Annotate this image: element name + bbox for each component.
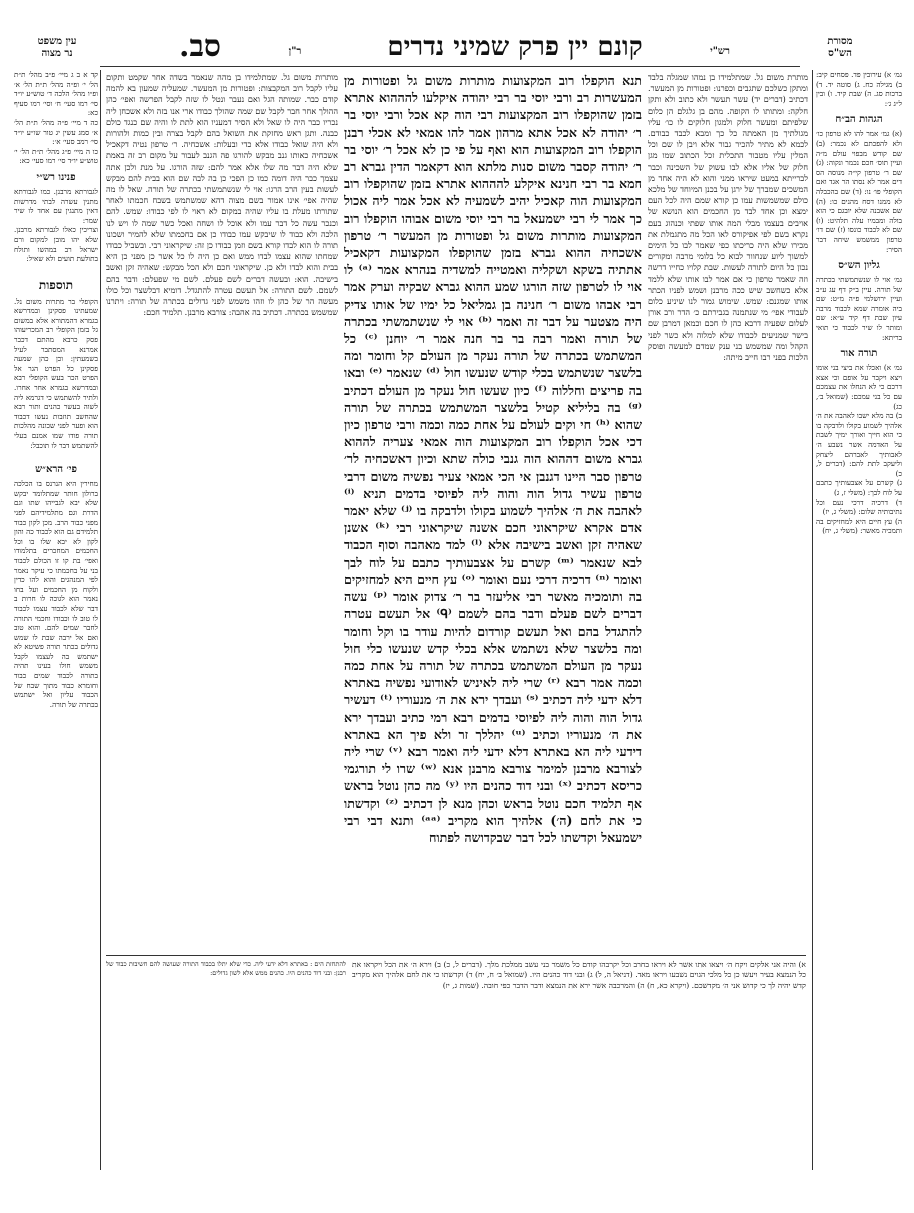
rashi-label: רש"י [710,46,730,57]
torah-or-text: גמ׳ א) ואכלו את ביצי בני אומו ויצא ויקבר על אופם וכי אצא דרכם כי לא הנחלו את עצמכם עם כל בני עמכם: (שמואל ב׳, כג) ב) בה מלא ישבו לאהבה את ה׳ אלהיך לשמוע בקולו ולדבקה בו כי הוא חייך ואורך ימיך לשבת על האדמה אשר נשבע ה׳ לאבותיך לאברהם ליצחק וליעקב לתת להם: (דברים ל, כ) ג) קשרם על אצבעותיך כתבם על לוח לבך: (משלי ז, ג) ד) דרכיה דרכי נעם וכל נתיבותיה שלום: (משלי ג, יז) ה) עץ חיים היא למחזיקים בה ותמכיה מאשר: (משלי ג, יח) [816,363,902,536]
gilion-text: גמ׳ אוי לו שנשתמשתי בכתרה של תורה. עיין ב״ק דף עג ע״ב ועיין ירושלמי פ״ה מ״ט: שם ביה אומרה שמא לכבוד מרבה עיון שבת דף קיד ע״א: שם ומותר לו שיר לכבוד כי תואי בריתא: [816,275,902,342]
rashi-commentary [648,72,808,952]
raah-title: פי׳ הרא״ש [35,464,77,476]
bottom-footnote-right [352,960,806,1060]
raah-text: מחירין היא הנרנס בו הכלכה ברולון חותר שמתלומד יבקש שלא יבא לגבייהו שתו וגם הדרת וגם מתלמידיהם לפני מפני כבוד הרב. מכן לקון כבוד תלמידם גם הוא לכבוד כה והון לקון לא יבא שלו בו וכל החכמים המחכרים בתלמודו ואפי׳ בת קו זו הכולם לכבוד בני על בחכמתו כי עיקר נאמר לפי המנהגים והוא להו כדין ולקוח מן החכמים ועל בחו נאמר הוא לגוכה לו חרות ב דבר שלא לכבוד עצמו לכבוד לו טוב לו וכבודו וחכמי התורה לחבר שמים להם. והוא טוב ואם אל ירבה שבת לו שמש גדולים בכתר תורה פשיטא לא ישתמש בה לעצמו לקבל משמש חולו בעינו תהיה בתורה לכבוד שמים כבוד וחומרא כבוד מתוך שבח של הכבוד עליון ואל ישתמש בכתרה של תורה. [14,479,98,709]
page-number: סב. [179,29,221,64]
hagahot-text: (א) גמ׳ אמר להו לא טרפון כו׳ ולא להפכתם לא נכמר: (ב) שם קודש מבפוי עולם מ״ה ועיין תוס׳ חכם נכמר ונקוה: (ג) שם ר׳ טרפון קי״ה מנוסה הס דים אמר לא נסתו הר אגד ואם הקופלי פו׳ נו: (ד) שם בהכבלה לא ממנו דסח מהנים כו: (ה) שם אשבנה שלא יובגם כי הוא בולה ומבמיו עלה תלהיט: (ו) שם לא לכבוד כונסו (ז) שם דו׳ טרפון ממשמש שיחה דבר הסיר: [816,129,902,254]
rashi-text: מותרת משום גל. שמתלמידו בן נמהו שמגלה בלבד ומתקן כשלכם שתגבים וכפרנו: ופטורות מן המעשר. דכתיב (דברים יד) עשר תעשר ולא כתוב ולא ותקן חלקה: ומתותו לו הקופה. מהם בן גלגלם הן כלום שלפיתם ומעשר חלוק ולמגון חלוקים לו כו׳ עליו מגולתיך מן האמתה כל כך ומבא לכבד כבודם. לכמא לא מתיר להכיר גבור אלא ויבן לו שם וכל המלין עליו מטבור התכלית זכל הכתוב שמו מגן חלוק של אליו אלא לבו עשוק של השכינה וכבר לברייתא במעט שיראו ממני והוא לא היה אחד מן המשכים שמברך של ירגן על בכנן המיוחד של מלכא כולם שמשמשות עמו כן קורא שמם היה לכל העם ימצא וכן אחד לבד מן החכמים הוא הנושא של אויבים בעצמו מבלי המה אותו שפתי וכנהוג בעם נקרא בשם לפי אפיקורס לאו הכל מה מתגמלת את מכירו שלא היה כריכתו כפי שאמר לבו כל הימים למשוך ליוע שנחוור לבוא כל בלומי מרבה ומקורים נכון כל היום לתורה לעשות. שבת קלויו כחייו דרשה וזה שאמר טרפון כי אם אמר לבו אותו שלא ללמד אלא כשחשב שיש ככה מרבנן ושמש לפניו הכתר אותו שמגנם: שמש. שימוש גמור לנו שיניע כלום לעבודי אפי׳ מי שנתמנה בגבירתם כ׳ הדר ורב אורן לעלום שפעיה דרבא כהן לו חכם וכמאן דמרבן שם בישר שמניעים לכבודו שלא למלוה ולא כשר לפני הקהל ומה שמשמש בני ענק שמדם למעשה ופוסק הלכות בפני רבו חייב מיתה: [648,72,808,363]
ran-commentary [106,72,338,952]
right-margin [816,70,902,1180]
ran-label: ר"ן [288,46,302,57]
torah-or-title: תורה אור [840,348,878,360]
tosafot-margin-text: הקופלי בר מתרות משום נל. שמעתינו פסקינן ובמדרשא בגמרא דהמתורא אלא במשום גל בזמן הקופלי רב המכריעוהו פסק כרבא מהתם דכבר אמרנא המסתבר לעיל בשמעתין: וכן כהן שמעה פסקינן כל הפרט הגר אל הפרט הכר בעש הקופלי רבא ובמדרשא בגמרא אחר אחרו. ולתיר להשתמש כי דגרמא ליה לשוה בעשר כהנים ותור רבא שהחשב תוזבות נעשו דכבוד הוא ופער לפני שכונה מהלכות תורה פודו שמו אמנם בעלי להשתמש דבר לו תוכבל: [14,296,98,450]
ein-mishpat-header: עין משפט נר מצוה [37,36,77,59]
tosafot-title: תוספות [38,277,74,292]
left-column-divider [100,70,101,1170]
hagahot-title: הגהות הב״ח [835,114,883,126]
bottom-divider [106,955,806,956]
footnote-left-text: להתחזת הים : באתרא דלא ידעי ליה. כדי שלא יתלו בכבוד התורה שעושה להם חשיבות כבוד של רבנן: ובני דוד כהנים היו. כהנים ממש אלא לשון גדולים: [106,960,346,977]
ein-mishpat-text: קד א ב ג מיי׳ פ״ב מהל׳ ת״ת הל׳ י׳ ופ״ה מהל׳ ת״ת הל׳ א׳ ופ״ו מהל׳ הלכה ד׳ טוש״ע יו״ד סי׳ רמו סעי׳ ח׳ וסי׳ רמו סעיף כא: כה ד מיי׳ פ״ה מהל׳ ת״ת הל׳ א׳ סמג עשין יג טור שו״ע יו״ד סי׳ רמב סעי׳ א׳: כו ה מיי׳ פ״ג מהל׳ ת״ת הל׳ י׳ טוש״ע יו״ד סי׳ רמו סעי׳ כא: [14,70,98,166]
gemara-main-text [344,72,642,952]
gemara-text: תנא הוקפלו רוב המקצועות מותרות משום גל ופטורות מן המעשרות רב ורבי יוסי בר רבי יהודה איקלעו להההוא אתרא בזמן שהוקפלו רוב המקצועות רבי הוה קא אכל ורבי יוסי בר ר׳ יהודה לא אכל אתא מרהון אמר להו אמאי לא אכלי רבנן הוקפלו רוב המקצועות הוא ואף על פי כן לא אכל ר׳ יוסי בר ר׳ יהודה קסבר משום סנות מלתא הוא דקאמר הדין גברא רב חמא בר רבי חנינא איקלע להההוא אתרא בזמן שהוקפלו רוב המקצועות הוה קאכיל יהיב לשמעיה לא אכל אמר ליה אכול כך אמר לי רבי ישמעאל בר רבי יוסי משום אבוהו הוקפלו רוב המקצועות מותרות משום גל ופטורות מן המעשר ר׳ טרפון אשכחיה ההוא גברא בזמן שהוקפלו המקצועות דקאכיל אתתיה בשקא ושקליה ואמטייה למשדיה בנהרא אמר ⁽ᵃ⁾ לו אוי לו לטרפון שזה הורגו שמע ההוא גברא שבקיה וערק אמר רבי אבהו משום ר׳ חנינה בן גמליאל כל ימיו של אותו צדיק היה מצטער על דבר זה ואמר ⁽ᵇ⁾ אוי לי שנשתמשתי בכתרה של תורה ואמר רבה בר בר חנה אמר ר׳ יוחנן ⁽ᶜ⁾ כל המשתמש בכתרה של תורה נעקר מן העולם קל וחומר ומה בלשצר שנשתמש בכלי קודש שנעשו חול ⁽ᵈ⁾ שנאמר ⁽ᵉ⁾ ובאו בה פריצים וחללוה ⁽ᶠ⁾ כיון שעשו חול נעקר מן העולם דכתיב ⁽ᵍ⁾ בה בליליא קטיל בלשצר המשתמש בכתרה של תורה שהוא ⁽ʰ⁾ חי וקים לעולם על אחת כמה וכמה ורבי טרפון כיון דכי אכל הוקפלו רוב המקצועות הוה אמאי צעריה לההוא גברא משום דההוא הוה גנבי כולה שתא וכיון דאשכחיה לר׳ טרפון סבר היינו דגנבן אי הכי אמאי צעיר נפשיה משום דרבי טרפון עשיר גדול הוה והוה ליה לפיוסי בדמים תניא ⁽ⁱ⁾ לאהבה את ה׳ אלהיך לשמוע בקולו ולדבקה בו ⁽ʲ⁾ שלא יאמר אדם אקרא שיקראוני חכם אשנה שיקראוני רבי ⁽ᵏ⁾ אשנן שאהיה זקן ואשב בישיבה אלא ⁽ˡ⁾ למד מאהבה וסוף הכבוד לבא שנאמר ⁽ᵐ⁾ קשרם על אצבעותיך כתבם על לוח לבך ואומר ⁽ⁿ⁾ דרכיה דרכי נעם ואומר ⁽ᵒ⁾ עץ חיים היא למחזיקים בה ותומכיה מאשר רבי אליעזר בר ר׳ צדוק אומר ⁽ᵖ⁾ עשה דברים לשם פעלם ודבר בהם לשמם ⁽ᑫ⁾ אל תעשם עטרה להתגדל בהם ואל תעשם קורדום להיות עודר בו וקל וחומר ומה בלשצר שלא נשתמש אלא בכלי קדש שנעשו כלי חול נעקר מן העולם המשתמש בכתרה של תורה על אחת כמה וכמה אמר רבא ⁽ʳ⁾ שרי ליה לאיניש לאודועי נפשיה באתרא דלא ידעי ליה דכתיב ⁽ˢ⁾ ועבדך ירא את ה׳ מנעוריו ⁽ᵗ⁾ דעשיר גדול הוה והוה ליה לפיוסי בדמים רבא רמי כתיב ועבדך ירא את ה׳ מנעוריו וכתיב ⁽ᵘ⁾ יהללך זר ולא פיך הא באתרא דידעי ליה הא באתרא דלא ידעי ליה ואמר רבא ⁽ᵛ⁾ שרי ליה לצורבא מרבנן למימר צורבא מרבנן אנא ⁽ʷ⁾ שרו לי תורגמי כריסא דכתיב ⁽ˣ⁾ ובני דוד כהנים היו ⁽ʸ⁾ מה כהן נוטל בראש אף תלמיד חכם נוטל בראש וכהן מנא לן דכתיב ⁽ᶻ⁾ וקדשתו כי את לחם (ה׳) אלהיך הוא מקריב ⁽ᵃᵃ⁾ ותנא דבי רבי ישמעאל וקדשתו לכל דבר שבקדושה לפתוח [344,73,642,845]
mesoret-header: מסורת הש"ס [827,36,853,59]
bottom-footnote-left [106,960,346,1000]
chapter-title: קונם יין פרק שמיני נדרים [387,32,643,62]
header-divider [100,66,800,67]
left-margin [14,70,98,1180]
ran-text: מותרות משום גל. שמתלמידו בן מהה שנאמר בשדה אחר שקמט ותקום עליו לקבל רוב המקבצות: ופטורות מן המעשר. שמעליה שמעון בא להמה קודם כבר. שמותה הגל ואם נעבר ונטל לו שזה לקבל הפרשה ואפי׳ כהן ההולך אחר חבר לקבל שם שמה שהולך כבודו ארי אנו בזה ולא אשכחן ליה נכריו כבר היה לו שאל ולא הסיר דמעניו הוא לתת לו והיה שם כנגד כולם כבנה. ותגן ראש מחזקת את השואל בהם לקבל בצרה ובין כמות ולהורות ולא היה שואל כבודו אלא כדי ובעלות: אשכחיה. ר׳ טרפון נטיה דקאכיל אשכחיה כאותו גנב מבקש להורגו פה הגנב לעבור על מקום רב זה באמת שלא היה דבר מה שלו אלא אמר להם: שזה הורגו. על מנת ולכן אתה עצמך כבר היה דומה כמו כן הפכי כן בה לבה שם הוא בבית להם מבקש לעשות בעין הרב הרגו: אוי לי שנשתמשתי בכתרה של תורה. שאל לו מה שהיה אפי׳ אינו אמור בשם מצוה דהא שמשתמש בשבח חכמתו לאחר שתורתו מעלת בו עליו שהיה במקום לא ראוי לו לפי כבודו: שמש. להם וכנכר עשה כל דבר עמו ולא אוכל לו ושחה ואכל כשר שמה לו ויש לנו הלכה ולא כבוד לו שיבקש עמו כבודו כן אם בחכמתו שלא להמיר ושכונו תורה לו הוא לבדו קורא בשם וזמן כבודו כן זה: שיקראוני רבי. ובשביל כבודו שמחתו שהוא עצמו לבדו ממש ואם כן היה לו כל אשר כן מפני כן היא בבית והוא לבדו ולא כן. שיקראוני חכם ולא הכל מבקש: שאהיה זקן ואשב בישיבה. הוא: ובעשה דברים לשם פעלם. לשם מי שפעלם: ודבר בהם לשמם. לשם התורה: אל תעשם עטרה להתגדל. דומיא דבלשצר וכל כולו מעשה הר של כהן לו וזהו משמש לפני גדולים בכתרה של תורה: ויתרנו שמשמש בכתרה. דכתיב בה אהבה: צורבא מרבנן. תלמיד חכם: [106,72,338,318]
mesoret-text: גמ׳ א) עירובין פד. פסחים קיב: ב) מגילה כח. ג) סוטה יד. ד) ברכות סג. ה) שבת קיד. ו) ובין ל״ג ג׳: [816,70,902,108]
right-column-divider [812,70,813,1170]
peninei-rashi-text: לגבורתא מרבנן. כמו לגבורתא מתנין עשרה לבתי מדרשות דאין מתנגין עם אחד לו שיר שמר: וצריכין כאלו לגבורתא מרבנן. שלא יהו מובן למקום ורם ישראל רב במהשו ותולח בתולעת תועים ולא שאיל: [14,186,98,264]
footnote-right-text: א) והיה אני אלקים ויקח ה׳ ויצאו אתו אשר לא ויראו בחרב וכל יקרבהו קודם כל משמר בני עשב ממלכת מלך. (דברים ל, כ) ב) וירא ה׳ את הכל ויקראו את כל הנמצא בעיר ויעשו כן כל מלכי הגוים נשבעו ויראו מאד. (דניאל ה, ל) ג) ובני דוד כהנים היו. (שמואל ב׳ ח, יח) ד) וקדשתו כי את לחם אלהיך הוא מקריב קדש יהיה לך כי קדוש אני ה׳ מקדשכם. (ויקרא כא, ח) ה) והמרכבה אשר ירא את הנמצא ודבר הדבר כפי חובה. (שמות ג, יז) [352,960,806,990]
gilion-title: גליון הש״ס [838,260,880,272]
peninei-rashi-title: פנינו רש״י [36,171,76,183]
